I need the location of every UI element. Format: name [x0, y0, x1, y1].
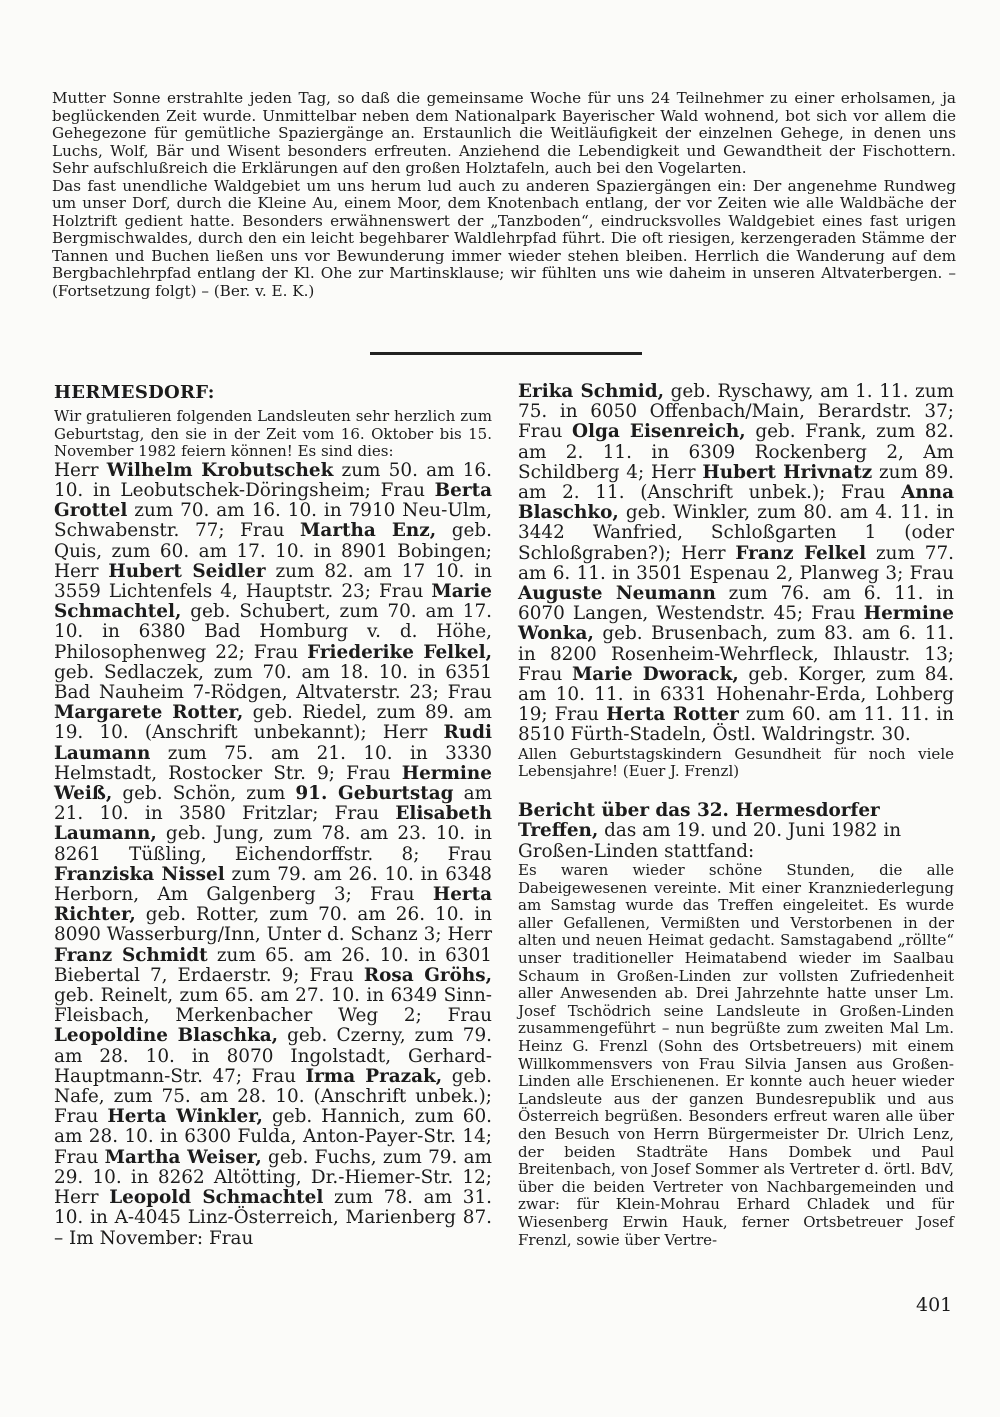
entry-details: geb. Schubert, zum 70. am 17. 10. in 6380 Bad Homburg v. d. Höhe, Philosophenweg 22; Frau: [54, 601, 492, 663]
entry-name: Rudi Laumann: [54, 722, 492, 764]
entry-name: Elisabeth Laumann,: [54, 803, 492, 845]
left-column: [54, 382, 492, 1249]
entry-details: geb. Brusenbach, zum 83. am 6. 11. in 8200 Rosenheim-Wehrfleck, Ihlaustr. 13; Frau: [518, 623, 954, 685]
entry-name: Erika Schmid,: [518, 381, 665, 402]
report-title-rest: das am 19. und 20. Juni 1982 in Großen-Linden stattfand:: [518, 820, 902, 862]
right-column: [518, 382, 954, 1249]
entry-name: Marie Schmachtel,: [54, 581, 492, 623]
closing-wishes: Allen Geburtstagskindern Gesundheit für noch viele Lebensjahre! (Euer J. Frenzl): [518, 744, 954, 781]
entry-name: Franz Schmidt: [54, 944, 208, 966]
entry-details: geb. Winkler, zum 80. am 4. 11. in 3442 Wanfried, Schloßgarten 1 (oder Schloßgraben?); Herr: [518, 502, 954, 564]
entry-details: zum 60. am 11. 11. in 8510 Fürth-Stadeln, Östl. Waldringstr. 30.: [518, 704, 955, 746]
entry-name: Martha Weiser,: [104, 1146, 262, 1168]
intro-paragraph-1: Mutter Sonne erstrahlte jeden Tag, so daß die gemeinsame Woche für uns 24 Teilnehmer zu einer erholsamen, ja beglückenden Zeit wurde. Unmittelbar neben dem Nationalpark Bayerischer Wald wohnend, bot sich vor allem die Gehegezone für gemütliche Spaziergänge an. Erstaunlich die Weitläufigkeit der einzelnen Gehege, in denen uns Luchs, Wolf, Bär und Wisent besonders erfreuten. Anziehend die Lebendigkeit und Gewandtheit der Fischottern. Sehr aufschlußreich die Erklärungen auf den großen Holztafeln, auch bei den Vogelarten.: [52, 89, 956, 177]
birthday-list-part-2: [518, 382, 954, 746]
entry-name: Auguste Neumann: [518, 583, 716, 605]
entry-name: 91. Geburtstag: [295, 783, 454, 805]
entry-details: geb. Hannich, zum 60. am 28. 10. in 6300 Fulda, Anton-Payer-Str. 14; Frau: [54, 1106, 492, 1168]
report-title-bold: Bericht über das 32. Hermesdorfer Treffen,: [518, 799, 880, 842]
entry-name: Leopoldine Blaschka,: [54, 1025, 279, 1047]
entry-name: Berta Grottel: [54, 479, 492, 522]
entry-details: geb. Fuchs, zum 79. am 29. 10. in 8262 Altötting, Dr.-Hiemer-Str. 12; Herr: [54, 1146, 492, 1209]
intro-paragraph-2: Das fast unendliche Waldgebiet um uns herum lud auch zu anderen Spaziergängen ein: Der angenehme Rundweg um unser Dorf, durch die Kleine Au, einem Moor, dem Knotenbach entlang, der vor Zeiten wie alle Waldbäche der Holztrift gedient hatte. Besonders erwähnenswert der „Tanzboden“, eindrucksvolles Waldgebiet eines fast urigen Bergmischwaldes, durch den ein leicht begehbarer Waldlehrpfad führt. Die oft riesigen, kerzengeraden Stämme der Tannen und Buchen ließen uns vor Bewunderung immer wieder stehen bleiben. Herrlich die Wanderung auf dem Bergbachlehrpfad entlang der Kl. Ohe zur Martinsklause; wir fühlten uns wie daheim in unseren Altvaterbergen. – (Fortsetzung folgt) – (Ber. v. E. K.): [52, 176, 956, 300]
entry-name: Friederike Felkel,: [307, 641, 492, 663]
report-body: Es waren wieder schöne Stunden, die alle Dabeigewesenen vereinte. Mit einer Kranzniederlegung am Samstag wurde das Treffen eingeleitet. Es wurde aller Gefallenen, Vermißten und Verstorbenen in der alten und neuen Heimat gedacht. Samstagabend „röllte“ unser traditioneller Heimatabend wieder im Saalbau Schaum in Großen-Linden zur vollsten Zufriedenheit aller Anwesenden ab. Drei Jahrzehnte hatte unser Lm. Josef Tschödrich seine Landsleute in Großen-Linden zusammengeführt – nun begrüßte zum zweiten Mal Lm. Heinz G. Frenzl (Sohn des Ortsbetreuers) mit einem Willkommensvers von Frau Silvia Jansen aus Großen-Linden alle Erschienenen. Er konnte auch heuer wieder Landsleute aus der ganzen Bundesrepublik und aus Österreich begrüßen. Besonders erfreut waren alle über den Besuch von Herrn Bürgermeister Dr. Ulrich Lenz, der beiden Stadträte Hans Dombek und Paul Breitenbach, von Josef Sommer als Vertreter d. örtl. BdV, über die beiden Vertreter von Nachbargemeinden und zwar: für Klein-Mohrau Erhard Chladek und für Wiesenberg Erwin Hauk, ferner Ortsbetreuer Josef Frenzl, sowie über Vertre-: [518, 861, 954, 1249]
entry-details: zum 50. am 16. 10. in Leobutschek-Döringsheim; Frau: [54, 459, 492, 501]
entry-name: Martha Enz,: [300, 520, 437, 542]
entry-details: geb. Rotter, zum 70. am 26. 10. in 8090 Wasserburg/Inn, Unter d. Schanz 3; Herr: [54, 904, 492, 946]
report-title: [518, 801, 954, 862]
entry-name: Irma Prazak,: [305, 1065, 443, 1087]
entry-details: zum 76. am 6. 11. in 6070 Langen, Westendstr. 45; Frau: [518, 583, 955, 625]
entry-details: zum 70. am 16. 10. in 7910 Neu-Ulm, Schwabenstr. 77; Frau: [54, 500, 492, 542]
entry-name: Franziska Nissel: [54, 863, 225, 885]
entry-name: Herta Rotter: [606, 704, 739, 726]
entry-name: Hermine Weiß,: [54, 762, 492, 805]
entry-name: Hermine Wonka,: [518, 603, 954, 645]
entry-name: Rosa Gröhs,: [363, 964, 492, 986]
entry-details: zum 82. am 17 10. in 3559 Lichtenfels 4, Hauptstr. 23; Frau: [54, 560, 492, 602]
intro-article: [52, 90, 956, 300]
entry-details: geb. Ryschawy, am 1. 11. zum 75. in 6050 Offenbach/Main, Berardstr. 37; Frau: [518, 381, 955, 443]
entry-name: Franz Felkel: [735, 542, 867, 564]
entry-details: zum 79. am 26. 10. in 6348 Herborn, Am Galgenberg 3; Frau: [54, 863, 492, 906]
entry-details: geb. Jung, zum 78. am 23. 10. in 8261 Tüßling, Eichendorffstr. 8; Frau: [54, 823, 492, 865]
entry-details: geb. Riedel, zum 89. am 19. 10. (Anschrift unbekannt); Herr: [54, 702, 492, 744]
entry-details: zum 78. am 31. 10. in A-4045 Linz-Österreich, Marienberg 87. – Im November: Frau: [54, 1187, 492, 1249]
entry-name: Hubert Seidler: [108, 560, 266, 582]
entry-name: Herta Richter,: [54, 884, 492, 926]
entry-name: Marie Dworack,: [571, 663, 739, 685]
entry-details: zum 89. am 2. 11. (Anschrift unbek.); Frau: [518, 461, 954, 504]
entry-name: Leopold Schmachtel: [109, 1187, 324, 1209]
entry-details: zum 77. am 6. 11. in 3501 Espenau 2, Planweg 3; Frau: [518, 542, 954, 584]
entry-details: zum 75. am 21. 10. in 3330 Helmstadt, Rostocker Str. 9; Frau: [54, 742, 492, 784]
entry-prefix: Herr: [54, 459, 107, 481]
entry-details: geb. Nafe, zum 75. am 28. 10. (Anschrift unbek.); Frau: [54, 1065, 492, 1128]
entry-details: geb. Czerny, zum 79. am 28. 10. in 8070 Ingolstadt, Gerhard-Hauptmann-Str. 47; Frau: [54, 1025, 493, 1087]
entry-name: Margarete Rotter,: [54, 702, 244, 724]
entry-name: Wilhelm Krobutschek: [106, 459, 334, 481]
entry-details: geb. Quis, zum 60. am 17. 10. in 8901 Bobingen; Herr: [54, 520, 492, 582]
section-heading-hermesdorf: HERMESDORF:: [54, 382, 215, 403]
birthday-list-part-1: [54, 461, 492, 1249]
entry-name: Olga Eisenreich,: [571, 421, 746, 443]
entry-name: Anna Blaschko,: [518, 482, 954, 524]
congratulations-intro: Wir gratulieren folgenden Landsleuten sehr herzlich zum Geburtstag, den sie in der Zeit vom 16. Oktober bis 15. November 1982 feiern können! Es sind dies:: [54, 407, 492, 461]
page-number: 401: [916, 1294, 953, 1316]
entry-details: geb. Sedlaczek, zum 70. am 18. 10. in 6351 Bad Nauheim 7-Rödgen, Altvaterstr. 23; Frau: [54, 661, 492, 704]
entry-details: geb. Reinelt, zum 65. am 27. 10. in 6349 Sinn-Fleisbach, Merkenbacher Weg 2; Frau: [54, 985, 492, 1027]
entry-details: zum 65. am 26. 10. in 6301 Biebertal 7, Erdaerstr. 9; Frau: [54, 944, 492, 986]
entry-details: am 21. 10. in 3580 Fritzlar; Frau: [54, 783, 493, 825]
entry-name: Herta Winkler,: [107, 1106, 263, 1128]
entry-details: geb. Schön, zum: [112, 783, 296, 805]
entry-details: geb. Korger, zum 84. am 10. 11. in 6331 Hohenahr-Erda, Lohberg 19; Frau: [518, 663, 954, 726]
section-divider: [370, 352, 642, 355]
entry-details: geb. Frank, zum 82. am 2. 11. in 6309 Rockenberg 2, Am Schildberg 4; Herr: [518, 421, 954, 483]
entry-name: Hubert Hrivnatz: [702, 461, 873, 483]
